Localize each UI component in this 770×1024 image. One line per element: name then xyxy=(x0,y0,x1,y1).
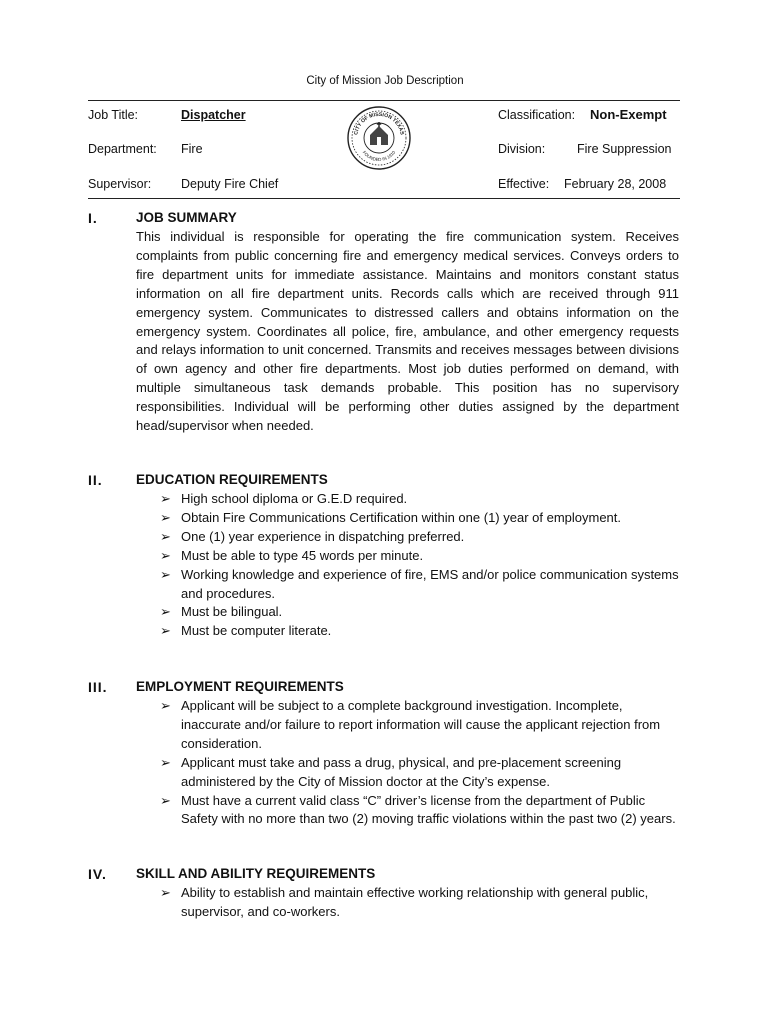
arrow-bullet-icon: ➢ xyxy=(160,604,171,620)
arrow-bullet-icon: ➢ xyxy=(160,566,171,582)
classification-label: Classification: xyxy=(498,108,576,122)
job-title-value: Dispatcher xyxy=(181,108,246,122)
arrow-bullet-icon: ➢ xyxy=(160,547,171,563)
header-bottom-rule xyxy=(88,198,680,199)
list-item: ➢ Must be able to type 45 words per minute. xyxy=(160,547,680,566)
division-value: Fire Suppression xyxy=(577,142,672,156)
arrow-bullet-icon: ➢ xyxy=(160,528,171,544)
arrow-bullet-icon: ➢ xyxy=(160,491,171,506)
classification-value: Non-Exempt xyxy=(590,107,667,122)
arrow-bullet-icon: ➢ xyxy=(160,623,171,639)
arrow-bullet-icon: ➢ xyxy=(160,754,171,770)
job-title-label: Job Title: xyxy=(88,108,139,122)
svg-text:FOUNDED IN 1910: FOUNDED IN 1910 xyxy=(361,149,397,163)
document-title: City of Mission Job Description xyxy=(306,75,464,87)
svg-text:CITY OF MISSION TEXAS: CITY OF MISSION TEXAS xyxy=(353,111,405,136)
section-4-number: IV. xyxy=(88,866,107,882)
employment-requirements-list xyxy=(160,697,680,829)
header-top-rule xyxy=(88,100,680,101)
effective-value: February 28, 2008 xyxy=(564,177,667,191)
arrow-bullet-icon: ➢ xyxy=(160,885,171,900)
list-item: ➢ Working knowledge and experience of fire, EMS and/or police communication systems and procedures. xyxy=(160,566,679,601)
list-item: ➢ Ability to establish and maintain effective working relationship with general public, supervisor, and co-workers. xyxy=(160,885,649,919)
city-seal-logo xyxy=(346,105,412,171)
section-3-number: III. xyxy=(88,679,108,695)
education-requirements-list xyxy=(160,490,680,641)
arrow-bullet-icon: ➢ xyxy=(160,509,171,525)
skill-ability-requirements-list xyxy=(160,884,680,922)
effective-label: Effective: xyxy=(498,177,550,191)
list-item: ➢ Must have a current valid class “C” driver’s license from the department of Public Safety with no more than two (2) moving traffic violations within the past two (2) years. xyxy=(160,792,676,827)
section-1-title: JOB SUMMARY xyxy=(136,210,237,225)
division-label: Division: xyxy=(498,142,546,156)
job-summary-text: This individual is responsible for operating the fire communication system. Receives complaints from public concerning fire and emergency medical services. Conveys orders to fire department units for immediate assistance. Maintains and monitors constant status information on all fire department units. Records calls which are received through 911 emergency system. Communicates to distressed callers and obtains information on the emergency system. Coordinates all police, fire, ambulance, and other emergency requests and relays information to unit concerned. Transmits and receives messages between divisions of own agency and other fire departments. Most job duties performed on demand, with multiple simultaneous task demands probable. This position has no supervisory responsibilities. Individual will be performing other duties assigned by the department head/supervisor when needed. xyxy=(136,229,679,434)
section-2-title: EDUCATION REQUIREMENTS xyxy=(136,472,328,487)
list-item: ➢ One (1) year experience in dispatching preferred. xyxy=(160,528,680,547)
department-value: Fire xyxy=(181,142,203,156)
section-2-number: II. xyxy=(88,472,103,488)
list-item: ➢ Obtain Fire Communications Certification within one (1) year of employment. xyxy=(160,509,680,528)
list-item: ➢ High school diploma or G.E.D required. xyxy=(160,490,680,509)
supervisor-value: Deputy Fire Chief xyxy=(181,177,279,191)
list-item: ➢ Must be bilingual. xyxy=(160,603,680,622)
section-4-title: SKILL AND ABILITY REQUIREMENTS xyxy=(136,866,376,881)
arrow-bullet-icon: ➢ xyxy=(160,792,171,808)
list-item: ➢ Applicant must take and pass a drug, physical, and pre-placement screening administered by the City of Mission doctor at the City’s expense. xyxy=(160,754,622,789)
section-1-number: I. xyxy=(88,210,98,226)
list-item: ➢ Must be computer literate. xyxy=(160,622,680,641)
arrow-bullet-icon: ➢ xyxy=(160,698,171,713)
supervisor-label: Supervisor: xyxy=(88,177,152,191)
department-label: Department: xyxy=(88,142,157,156)
section-3-title: EMPLOYMENT REQUIREMENTS xyxy=(136,679,344,694)
list-item: ➢ Applicant will be subject to a complete background investigation. Incomplete, inaccurate and/or failure to report information will cause the applicant rejection from consideration. xyxy=(160,698,661,751)
